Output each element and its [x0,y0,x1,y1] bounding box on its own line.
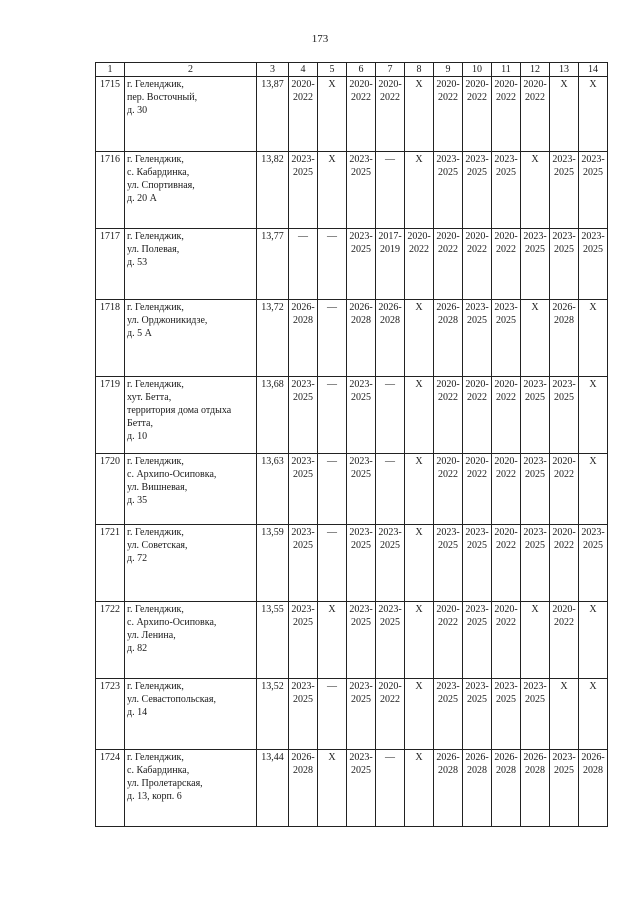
period-cell: — [376,750,405,827]
period-cell: 2020- 2022 [521,77,550,152]
table-row [96,229,608,300]
period-cell: 2026- 2028 [347,300,376,377]
period-cell: 2026- 2028 [492,750,521,827]
address-cell [125,454,257,525]
period-cell: — [318,454,347,525]
period-cell: 2020- 2022 [434,229,463,300]
row-number: 1718 [96,300,125,377]
period-cell: Х [579,602,608,679]
row-number: 1722 [96,602,125,679]
address-line: пер. Восточный, [127,92,198,103]
period-cell: 2023- 2025 [579,152,608,229]
period-cell: 2023- 2025 [550,152,579,229]
address-cell [125,602,257,679]
period-cell: 2020- 2022 [376,77,405,152]
period-cell: 2020- 2022 [492,602,521,679]
period-cell: 2023- 2025 [521,377,550,454]
address-line: д. 53 [127,257,148,268]
period-cell: 2023- 2025 [289,525,318,602]
period-cell: Х [550,77,579,152]
area-cell: 13,63 [257,454,289,525]
period-cell: 2023- 2025 [463,525,492,602]
period-cell: Х [405,377,434,454]
period-cell: 2020- 2022 [492,229,521,300]
register-table [95,62,608,827]
period-cell: 2020- 2022 [492,77,521,152]
row-number: 1719 [96,377,125,454]
address-line: территория дома отдыха [127,405,232,416]
period-cell: 2023- 2025 [347,525,376,602]
header-row [96,63,608,77]
period-cell: Х [521,152,550,229]
column-header: 8 [405,63,434,77]
period-cell: 2023- 2025 [347,454,376,525]
table-row [96,750,608,827]
period-cell: 2020- 2022 [463,77,492,152]
period-cell: 2023- 2025 [463,602,492,679]
period-cell: 2026- 2028 [289,750,318,827]
period-cell: 2023- 2025 [347,229,376,300]
period-cell: 2023- 2025 [347,750,376,827]
address-cell [125,229,257,300]
address-line: г. Геленджик, [127,379,184,390]
period-cell: 2023- 2025 [289,602,318,679]
address-line: ул. Вишневая, [127,482,188,493]
period-cell: 2023- 2025 [550,377,579,454]
period-cell: — [318,229,347,300]
column-header: 5 [318,63,347,77]
table-row [96,77,608,152]
table-row [96,300,608,377]
period-cell: 2023- 2025 [550,229,579,300]
period-cell: 2026- 2028 [376,300,405,377]
period-cell: Х [521,602,550,679]
period-cell: 2020- 2022 [463,454,492,525]
table-row [96,377,608,454]
period-cell: Х [579,300,608,377]
period-cell: 2026- 2028 [463,750,492,827]
period-cell: 2020- 2022 [289,77,318,152]
period-cell: 2023- 2025 [289,679,318,750]
table-row [96,152,608,229]
address-cell [125,300,257,377]
area-cell: 13,87 [257,77,289,152]
column-header: 11 [492,63,521,77]
period-cell: 2023- 2025 [434,679,463,750]
period-cell: 2023- 2025 [347,679,376,750]
address-line: д. 10 [127,431,148,442]
period-cell: 2026- 2028 [289,300,318,377]
address-line: ул. Советская, [127,540,188,551]
row-number: 1716 [96,152,125,229]
period-cell: — [318,679,347,750]
period-cell: 2020- 2022 [434,77,463,152]
column-header: 10 [463,63,492,77]
period-cell: 2023- 2025 [376,525,405,602]
period-cell: — [376,152,405,229]
period-cell: Х [550,679,579,750]
period-cell: 2023- 2025 [434,525,463,602]
period-cell: Х [405,602,434,679]
area-cell: 13,82 [257,152,289,229]
address-line: ул. Полевая, [127,244,180,255]
area-cell: 13,77 [257,229,289,300]
period-cell: 2026- 2028 [434,300,463,377]
period-cell: 2023- 2025 [521,229,550,300]
address-line: г. Геленджик, [127,604,184,615]
row-number: 1723 [96,679,125,750]
address-line: ул. Спортивная, [127,180,195,191]
address-line: ул. Ленина, [127,630,176,641]
address-line: ул. Орджоникидзе, [127,315,208,326]
address-line: с. Кабардинка, [127,167,190,178]
address-line: г. Геленджик, [127,456,184,467]
table-row [96,454,608,525]
period-cell: Х [405,77,434,152]
column-header: 14 [579,63,608,77]
period-cell: 2020- 2022 [463,229,492,300]
period-cell: 2026- 2028 [550,300,579,377]
period-cell: 2023- 2025 [492,679,521,750]
period-cell: 2023- 2025 [289,152,318,229]
period-cell: Х [579,454,608,525]
area-cell: 13,68 [257,377,289,454]
area-cell: 13,59 [257,525,289,602]
address-line: д. 35 [127,495,148,506]
address-cell [125,377,257,454]
row-number: 1724 [96,750,125,827]
address-line: г. Геленджик, [127,231,184,242]
period-cell: Х [318,602,347,679]
period-cell: 2023- 2025 [521,454,550,525]
period-cell: 2023- 2025 [289,377,318,454]
address-line: д. 5 А [127,328,152,339]
address-cell [125,750,257,827]
period-cell: — [376,377,405,454]
period-cell: 2020- 2022 [492,454,521,525]
address-line: д. 82 [127,643,148,654]
period-cell: Х [521,300,550,377]
period-cell: Х [405,679,434,750]
period-cell: 2023- 2025 [492,152,521,229]
period-cell: 2020- 2022 [376,679,405,750]
page-number: 173 [311,33,329,45]
address-cell [125,77,257,152]
table-row [96,679,608,750]
period-cell: 2023- 2025 [521,679,550,750]
period-cell: 2023- 2025 [579,229,608,300]
period-cell: Х [405,525,434,602]
address-line: д. 20 А [127,193,157,204]
column-header: 2 [125,63,257,77]
period-cell: 2023- 2025 [521,525,550,602]
period-cell: 2020- 2022 [434,454,463,525]
period-cell: 2023- 2025 [434,152,463,229]
period-cell: 2020- 2022 [492,377,521,454]
period-cell: 2023- 2025 [376,602,405,679]
period-cell: Х [405,454,434,525]
column-header: 3 [257,63,289,77]
address-cell [125,152,257,229]
period-cell: Х [318,750,347,827]
row-number: 1721 [96,525,125,602]
period-cell: 2023- 2025 [579,525,608,602]
address-line: д. 30 [127,105,148,116]
table-row [96,602,608,679]
period-cell: 2023- 2025 [463,300,492,377]
address-line: Бетта, [127,418,153,429]
period-cell: 2017- 2019 [376,229,405,300]
row-number: 1715 [96,77,125,152]
period-cell: 2023- 2025 [347,152,376,229]
period-cell: 2026- 2028 [579,750,608,827]
address-line: с. Архипо-Осиповка, [127,617,217,628]
period-cell: 2026- 2028 [521,750,550,827]
address-line: с. Кабардинка, [127,765,190,776]
area-cell: 13,52 [257,679,289,750]
column-header: 9 [434,63,463,77]
area-cell: 13,55 [257,602,289,679]
address-line: ул. Севастопольская, [127,694,216,705]
period-cell: 2020- 2022 [492,525,521,602]
period-cell: Х [318,77,347,152]
period-cell: 2020- 2022 [463,377,492,454]
area-cell: 13,72 [257,300,289,377]
column-header: 4 [289,63,318,77]
period-cell: Х [579,679,608,750]
period-cell: Х [318,152,347,229]
period-cell: 2026- 2028 [434,750,463,827]
period-cell: 2020- 2022 [347,77,376,152]
address-cell [125,525,257,602]
period-cell: 2020- 2022 [550,525,579,602]
period-cell: 2020- 2022 [550,602,579,679]
address-line: г. Геленджик, [127,154,184,165]
period-cell: 2023- 2025 [289,454,318,525]
column-header: 6 [347,63,376,77]
period-cell: 2020- 2022 [550,454,579,525]
period-cell: 2020- 2022 [405,229,434,300]
address-line: г. Геленджик, [127,681,184,692]
table-row [96,525,608,602]
period-cell: 2020- 2022 [434,377,463,454]
period-cell: Х [579,377,608,454]
row-number: 1720 [96,454,125,525]
address-line: г. Геленджик, [127,79,184,90]
period-cell: 2023- 2025 [463,152,492,229]
column-header: 12 [521,63,550,77]
address-line: ул. Пролетарская, [127,778,203,789]
period-cell: 2023- 2025 [463,679,492,750]
period-cell: Х [405,750,434,827]
address-line: с. Архипо-Осиповка, [127,469,217,480]
period-cell: 2023- 2025 [347,377,376,454]
period-cell: 2023- 2025 [347,602,376,679]
address-cell [125,679,257,750]
period-cell: — [318,377,347,454]
address-line: д. 13, корп. 6 [127,791,182,802]
period-cell: — [289,229,318,300]
period-cell: — [376,454,405,525]
period-cell: Х [579,77,608,152]
period-cell: 2023- 2025 [492,300,521,377]
period-cell: — [318,525,347,602]
period-cell: 2023- 2025 [550,750,579,827]
address-line: г. Геленджик, [127,527,184,538]
row-number: 1717 [96,229,125,300]
column-header: 1 [96,63,125,77]
period-cell: Х [405,300,434,377]
address-line: д. 72 [127,553,148,564]
address-line: г. Геленджик, [127,302,184,313]
period-cell: — [318,300,347,377]
period-cell: 2020- 2022 [434,602,463,679]
address-line: хут. Бетта, [127,392,172,403]
period-cell: Х [405,152,434,229]
column-header: 7 [376,63,405,77]
area-cell: 13,44 [257,750,289,827]
address-line: д. 14 [127,707,148,718]
column-header: 13 [550,63,579,77]
address-line: г. Геленджик, [127,752,184,763]
